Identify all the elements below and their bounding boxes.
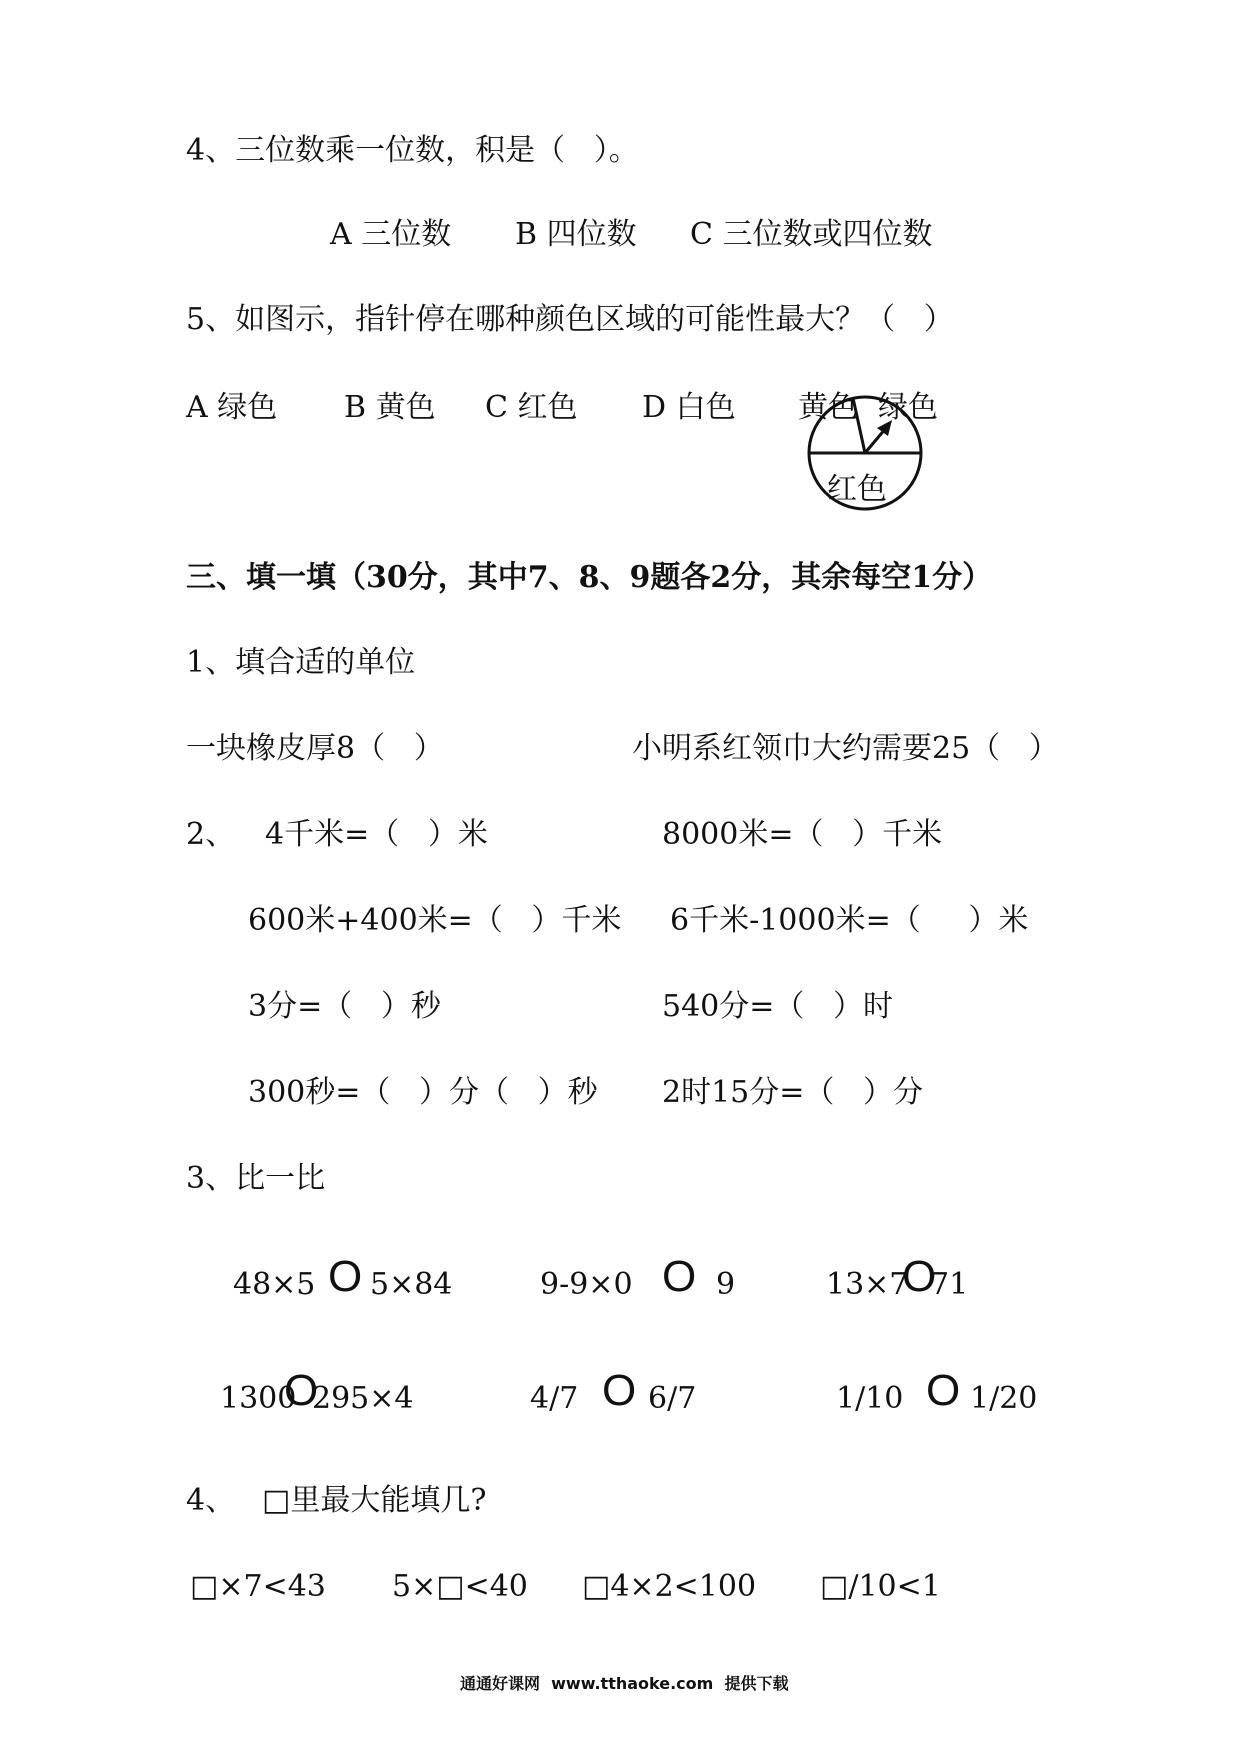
compare-5-circle: O [602,1366,637,1415]
fill-2-r4-right: 2时15分=（ ）分 [662,1075,924,1110]
compare-1-left: 48×5 [233,1267,316,1302]
compare-2-right: 9 [716,1267,736,1302]
fill-2-r1-left: 4千米=（ ）米 [265,817,488,852]
compare-3-left: 13×7 [826,1267,909,1302]
fill-4-item-2: 5×□<40 [392,1569,528,1604]
compare-4-right: 295×4 [312,1381,414,1416]
compare-2-left: 9-9×0 [540,1267,633,1302]
question-4-option-c: C 三位数或四位数 [690,217,933,252]
question-5-stem: 5、如图示，指针停在哪种颜色区域的可能性最大？（ ） [186,302,954,337]
section-3-heading: 三、填一填（30分，其中7、8、9题各2分，其余每空1分） [186,560,993,595]
compare-6-right: 1/20 [970,1381,1038,1416]
fill-4-number: 4、 [186,1483,236,1518]
compare-5-left: 4/7 [530,1381,579,1416]
compare-5-right: 6/7 [648,1381,697,1416]
fill-1-left: 一块橡皮厚8（ ） [186,731,444,766]
compare-4-circle: O [284,1366,319,1415]
fill-2-r4-left: 300秒=（ ）分（ ）秒 [248,1075,598,1110]
compare-1-circle: O [328,1252,363,1301]
fill-4-item-3: □4×2<100 [582,1569,757,1604]
compare-3-right: 71 [930,1267,969,1302]
fill-4-title: □里最大能填几? [262,1483,487,1518]
fill-4-item-4: □/10<1 [820,1569,941,1604]
footer-credit: 通通好课网 www.tthaoke.com 提供下载 [460,1674,789,1693]
fill-4-item-1: □×7<43 [190,1569,326,1604]
fill-2-r1-right: 8000米=（ ）千米 [662,817,943,852]
fill-1-right: 小明系红领巾大约需要25（ ） [632,731,1059,766]
question-4-stem: 4、三位数乘一位数，积是（ ）。 [186,133,639,168]
spinner-label-green: 绿色 [878,390,938,425]
question-5-option-c: C 红色 [485,390,578,425]
fill-2-number: 2、 [186,817,236,852]
spinner-label-red: 红色 [827,472,887,507]
question-4-option-b: B 四位数 [515,217,637,252]
compare-6-left: 1/10 [836,1381,904,1416]
spinner-label-yellow: 黄色 [798,390,858,425]
compare-3-circle: O [902,1252,937,1301]
compare-1-right: 5×84 [370,1267,453,1302]
question-4-option-a: A 三位数 [330,217,452,252]
compare-6-circle: O [926,1366,961,1415]
fill-2-r2-right: 6千米-1000米=（ ）米 [670,903,1029,938]
fill-2-r3-left: 3分=（ ）秒 [248,989,441,1024]
question-5-option-a: A 绿色 [186,390,278,425]
compare-2-circle: O [662,1252,697,1301]
fill-2-r2-left: 600米+400米=（ ）千米 [248,903,622,938]
fill-2-r3-right: 540分=（ ）时 [662,989,894,1024]
question-5-option-b: B 黄色 [344,390,436,425]
question-5-option-d: D 白色 [642,390,736,425]
compare-4-left: 1300 [220,1381,297,1416]
fill-1-title: 1、填合适的单位 [186,645,416,680]
fill-3-title: 3、比一比 [186,1161,326,1196]
